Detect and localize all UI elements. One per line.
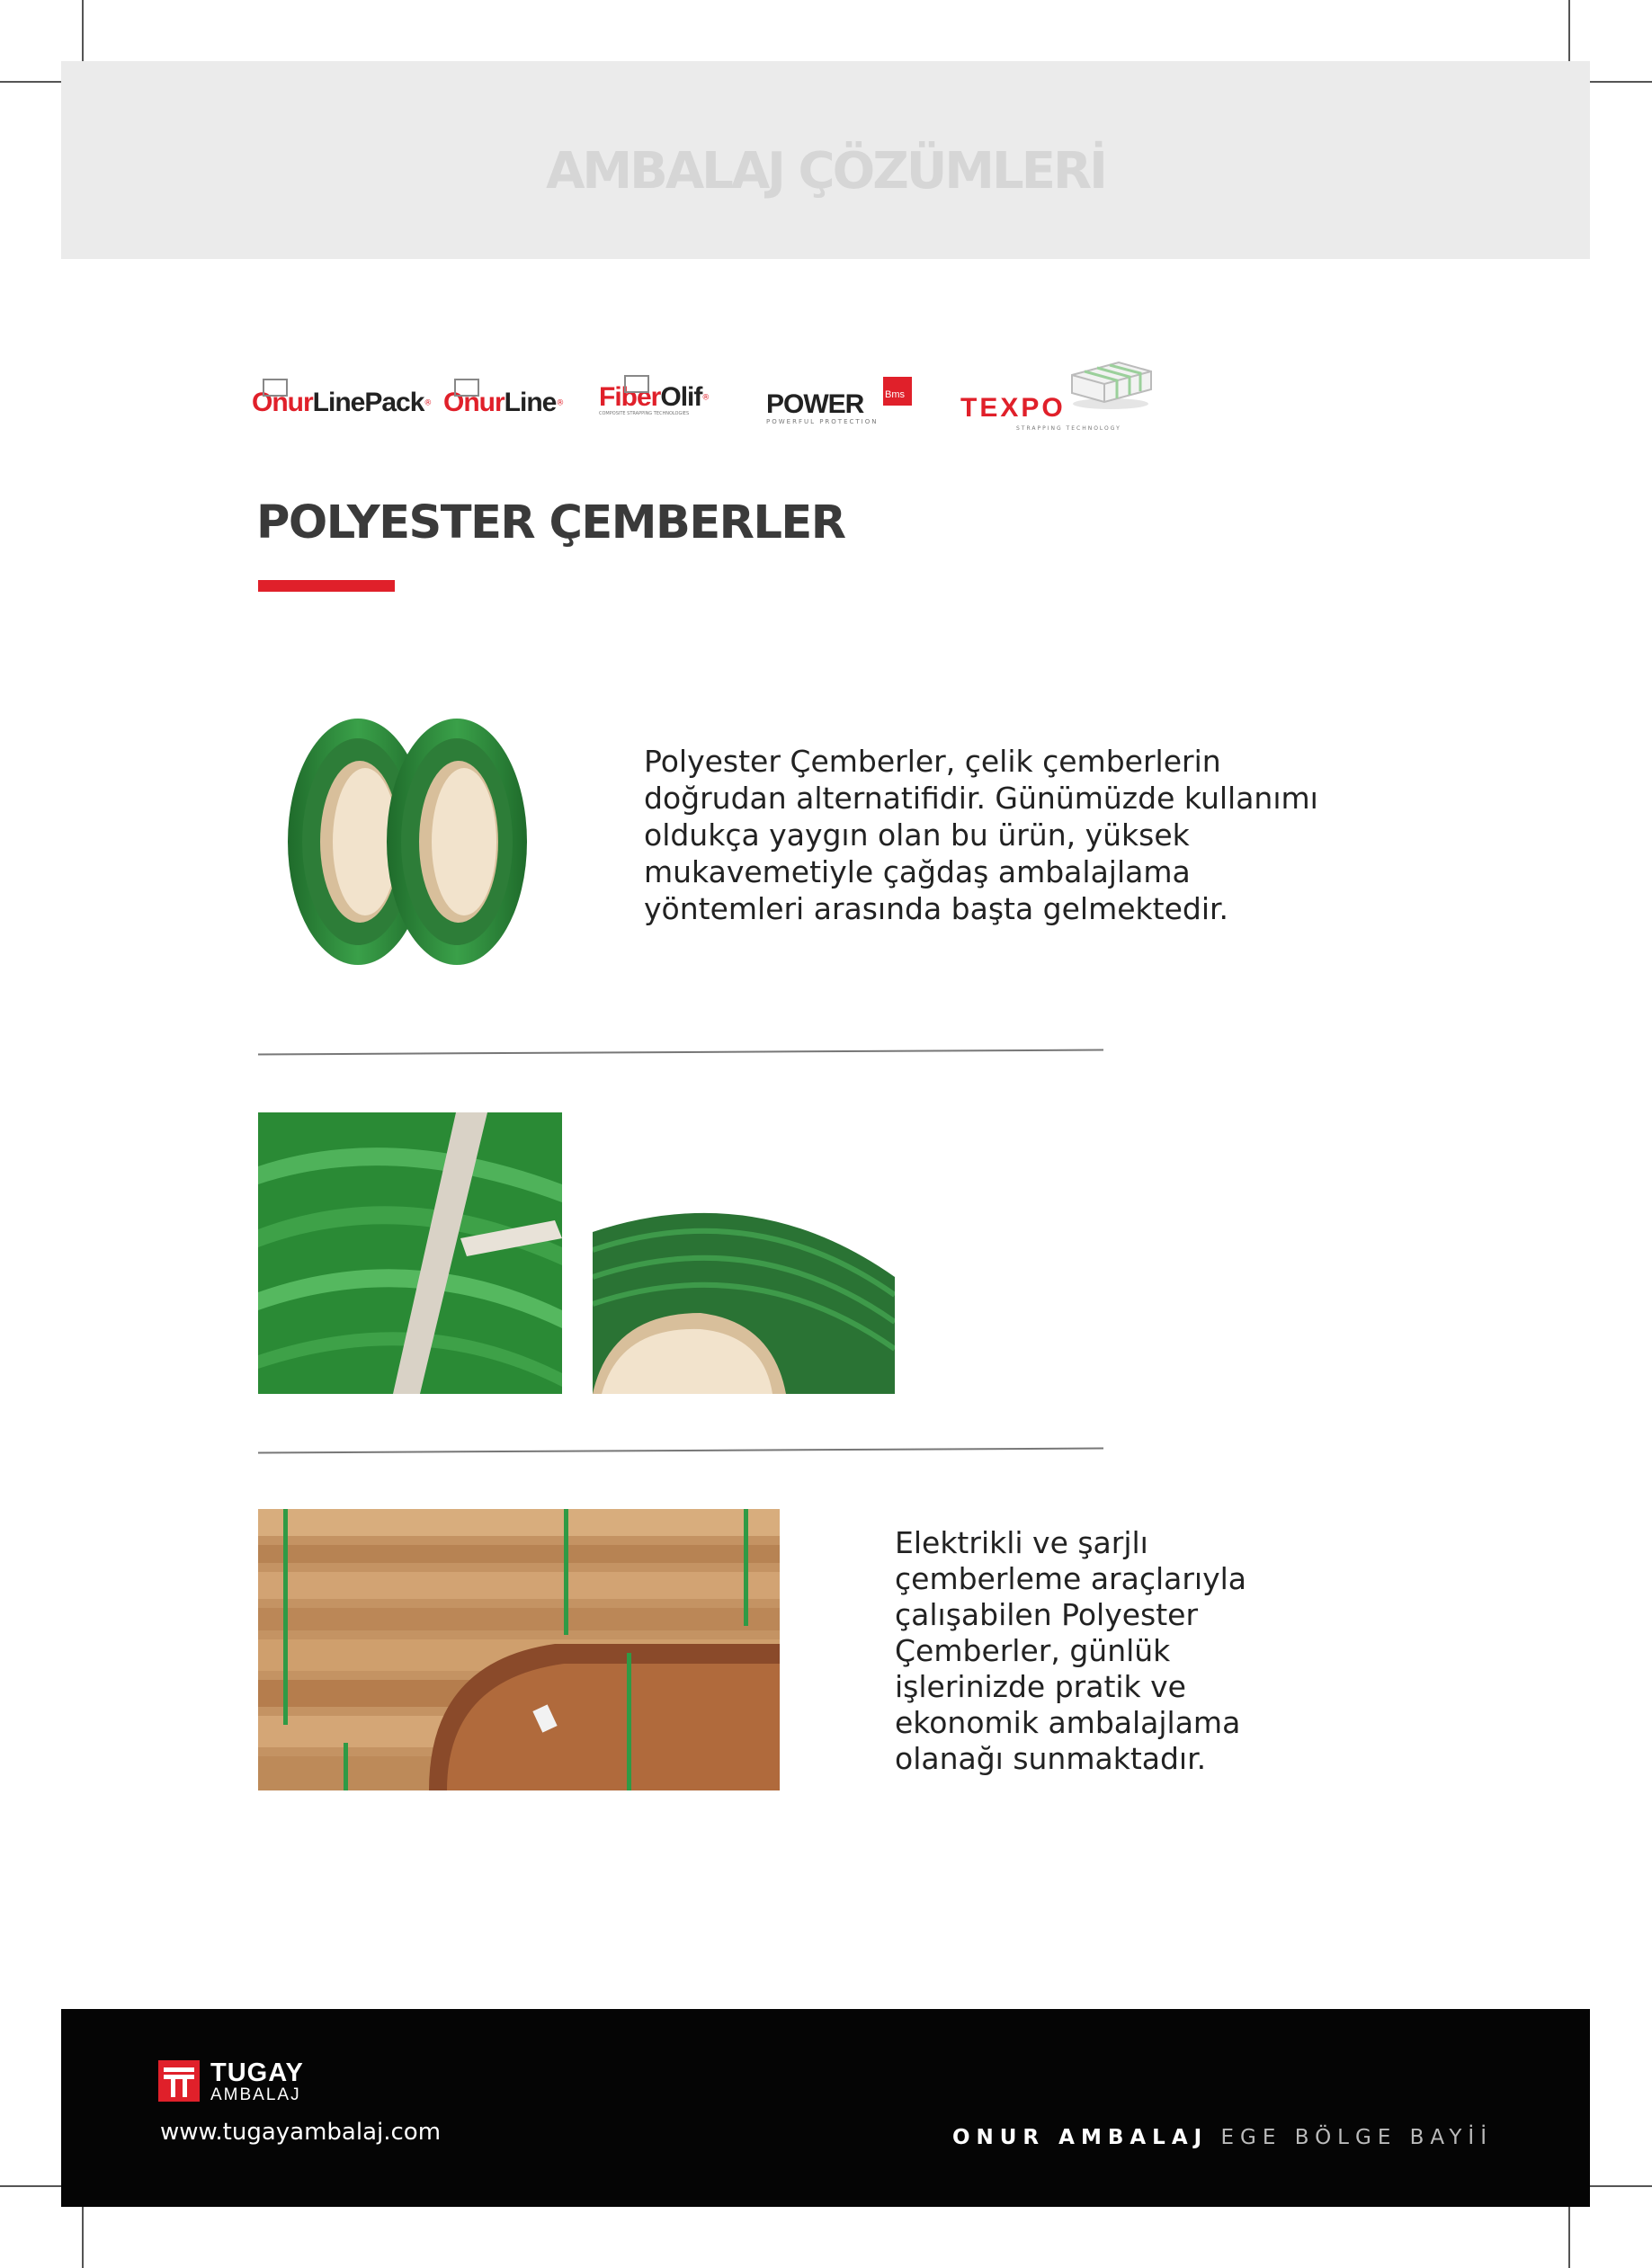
strap-closeup-image bbox=[258, 1112, 562, 1394]
page-title: POLYESTER ÇEMBERLER bbox=[256, 496, 845, 549]
intro-paragraph: Polyester Çemberler, çelik çemberlerin doğrudan alternatifidir. Günümüzde kullanımı oldukça yaygın olan bu ürün, yüksek mukavemetiyle çağdaş ambalajlama yöntemleri arasında başta gelmektedir. bbox=[644, 744, 1318, 926]
logo-onurlinepack: OnurLinePack® bbox=[252, 388, 432, 418]
brand-sub: AMBALAJ bbox=[210, 2085, 301, 2104]
header-band bbox=[61, 61, 1590, 259]
logo-onurline: OnurLine® bbox=[443, 388, 564, 418]
footer bbox=[61, 2009, 1590, 2207]
tools-paragraph: Elektrikli ve şarjlı çemberleme araçlarıyla çalışabilen Polyester Çemberler, günlük işlerinizde pratik ve ekonomik ambalajlama olanağı sunmaktadır. bbox=[895, 1525, 1247, 1776]
brand-logos: OnurLinePack® OnurLine® FiberOlif® COMPOSITE STRAPPING TECHNOLOGIES Bms POWER POWERFUL PROTECTION TEXPO STRAPPING TECHNOLOGY bbox=[252, 355, 1169, 445]
strapped-bale-icon bbox=[1065, 355, 1156, 411]
crop-mark bbox=[82, 2203, 84, 2268]
coils-product-image bbox=[286, 713, 529, 967]
section-divider bbox=[258, 1049, 1103, 1056]
crop-mark bbox=[1568, 2203, 1570, 2268]
header-title: AMBALAJ ÇÖZÜMLERİ bbox=[546, 142, 1105, 201]
box-icon bbox=[263, 379, 290, 398]
website-link[interactable]: www.tugayambalaj.com bbox=[160, 2119, 442, 2146]
crop-mark bbox=[0, 81, 65, 83]
box-icon bbox=[454, 379, 481, 398]
dealer-label: ONUR AMBALAJ EGE BÖLGE BAYİİ bbox=[951, 2126, 1493, 2149]
logo-power: Bms POWER POWERFUL PROTECTION bbox=[766, 377, 878, 415]
lumber-application-image bbox=[258, 1509, 780, 1790]
coil-closeup-image bbox=[593, 1178, 895, 1394]
box-icon bbox=[624, 375, 651, 395]
logo-fiberolif: FiberOlif® COMPOSITE STRAPPING TECHNOLOGIES bbox=[599, 382, 710, 416]
crop-mark bbox=[0, 2185, 65, 2187]
crop-mark bbox=[1587, 2185, 1652, 2187]
crop-mark bbox=[82, 0, 84, 65]
title-accent-bar bbox=[258, 580, 395, 592]
tugay-mark-icon bbox=[158, 2060, 200, 2102]
section-divider bbox=[258, 1448, 1103, 1454]
brand-name: TUGAY bbox=[210, 2058, 304, 2087]
crop-mark bbox=[1568, 0, 1570, 65]
power-badge: Bms bbox=[883, 377, 912, 406]
crop-mark bbox=[1587, 81, 1652, 83]
